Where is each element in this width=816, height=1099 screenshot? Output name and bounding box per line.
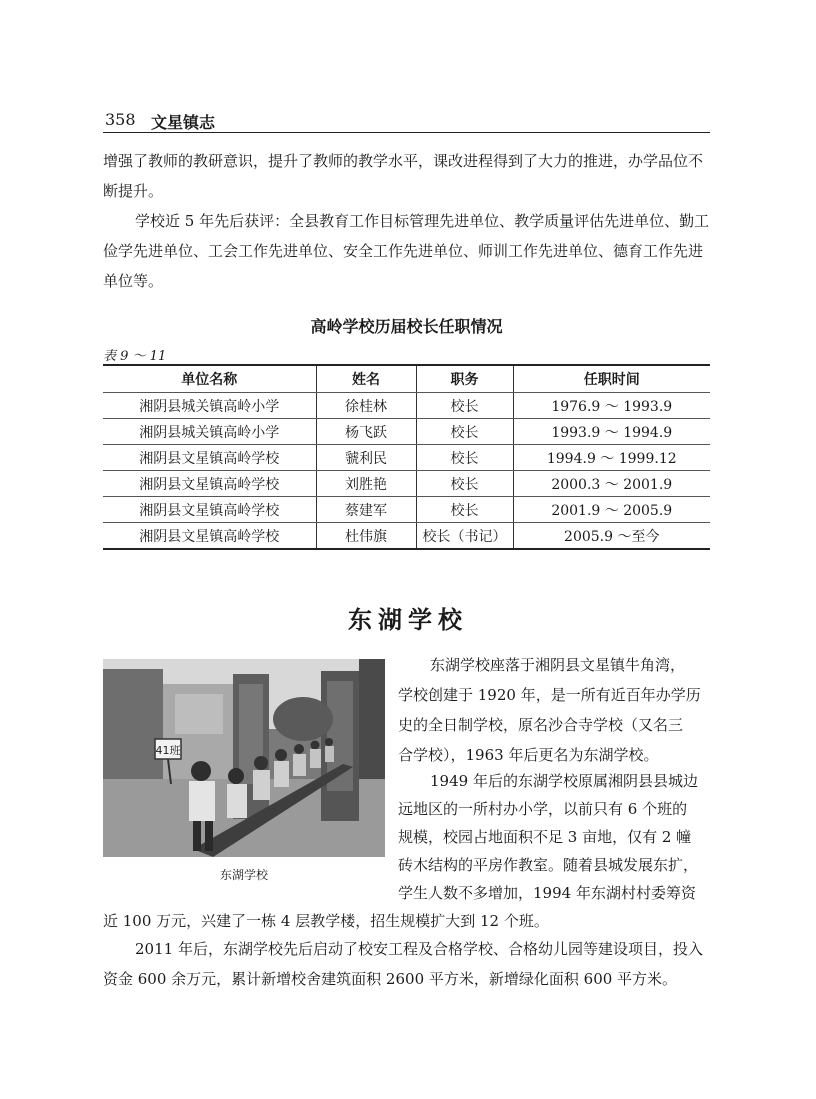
table-title: 高岭学校历届校长任职情况 (310, 317, 503, 336)
table-cell: 校长 (416, 419, 513, 445)
table-row (103, 497, 710, 523)
book-title: 文星镇志 (151, 113, 216, 132)
table-row (103, 445, 710, 471)
table-cell: 2001.9 ～ 2005.9 (513, 497, 710, 523)
table-cell: 杨飞跃 (316, 419, 416, 445)
table-cell: 校长 (416, 393, 513, 419)
wrap-line: 远地区的一所村办小学，以前只有 6 个班的 (398, 800, 688, 818)
table-cell: 湘阴县文星镇高岭学校 (103, 445, 316, 471)
running-header (103, 108, 710, 133)
wrap-line: 学生人数不多增加，1994 年东湖村村委筹资 (398, 884, 696, 902)
table-cell: 1994.9 ～ 1999.12 (513, 445, 710, 471)
column-header: 任职时间 (513, 365, 710, 393)
table-cell: 湘阴县文星镇高岭学校 (103, 497, 316, 523)
table-cell: 校长 (416, 445, 513, 471)
table-cell: 徐桂林 (316, 393, 416, 419)
column-header: 姓名 (316, 365, 416, 393)
table-cell: 1993.9 ～ 1994.9 (513, 419, 710, 445)
page-number: 358 (105, 110, 136, 129)
paragraph-1: 增强了教师的教研意识，提升了教师的教学水平，课改进程得到了大力的推进，办学品位不断提升。 (103, 152, 704, 200)
table-row (103, 523, 710, 550)
principal-table (103, 364, 710, 550)
table-cell: 湘阴县文星镇高岭学校 (103, 523, 316, 550)
wrap-line: 史的全日制学校，原名沙合寺学校（又名三 (398, 716, 684, 734)
table-cell: 刘胜艳 (316, 471, 416, 497)
table-row (103, 419, 710, 445)
wrap-line: 东湖学校座落于湘阴县文星镇牛角湾， (430, 656, 686, 674)
column-header: 职务 (416, 365, 513, 393)
photo-caption: 东湖学校 (219, 868, 268, 882)
table-cell: 2005.9 ～至今 (513, 523, 710, 550)
table-header-row (103, 365, 710, 393)
table-cell: 1976.9 ～ 1993.9 (513, 393, 710, 419)
table-cell: 2000.3 ～ 2001.9 (513, 471, 710, 497)
table-cell: 虢利民 (316, 445, 416, 471)
table-cell: 杜伟旗 (316, 523, 416, 550)
table-row (103, 471, 710, 497)
table-cell: 湘阴县城关镇高岭小学 (103, 419, 316, 445)
wrap-line: 砖木结构的平房作教室。随着县城发展东扩， (398, 856, 699, 874)
wrap-line: 学校创建于 1920 年，是一所有近百年办学历 (398, 686, 701, 704)
paragraph-last: 2011 年后，东湖学校先后启动了校安工程及合格学校、合格幼儿园等建设项目，投入资金 600 余万元，累计新增校舍建筑面积 2600 平方米，新增绿化面积 600 平方米。 (103, 940, 703, 988)
table-cell: 校长（书记） (416, 523, 513, 550)
school-photo (103, 659, 385, 857)
section-title: 东湖学校 (348, 606, 468, 634)
table-cell: 湘阴县城关镇高岭小学 (103, 393, 316, 419)
table-cell: 湘阴县文星镇高岭学校 (103, 471, 316, 497)
wrap-line: 规模，校园占地面积不足 3 亩地，仅有 2 幢 (398, 828, 692, 846)
table-row (103, 393, 710, 419)
column-header: 单位名称 (103, 365, 316, 393)
wrap-line: 合学校），1963 年后更名为东湖学校。 (398, 746, 659, 764)
wrap-line: 1949 年后的东湖学校原属湘阴县县城边 (430, 772, 698, 790)
table-number: 表 9 ～ 11 (103, 349, 167, 364)
photo-sign-text: 41班 (155, 744, 181, 757)
table-cell: 校长 (416, 471, 513, 497)
table-cell: 校长 (416, 497, 513, 523)
table-cell: 蔡建军 (316, 497, 416, 523)
paragraph-tail: 近 100 万元，兴建了一栋 4 层教学楼，招生规模扩大到 12 个班。 (103, 912, 549, 930)
paragraph-2: 学校近 5 年先后获评：全县教育工作目标管理先进单位、教学质量评估先进单位、勤工俭学先进单位、工会工作先进单位、安全工作先进单位、师训工作先进单位、德育工作先进单位等。 (103, 212, 710, 290)
